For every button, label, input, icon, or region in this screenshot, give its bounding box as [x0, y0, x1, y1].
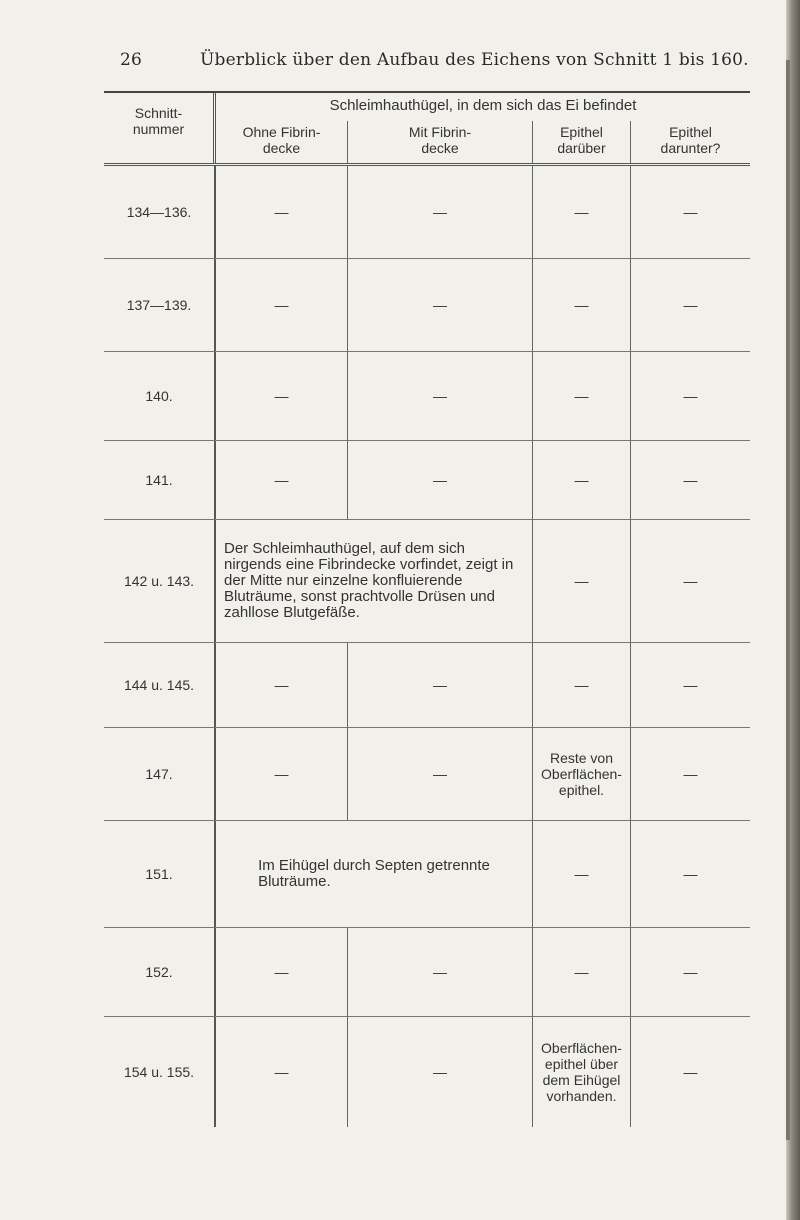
row-id: 137—139. [104, 259, 216, 351]
cell: — [348, 728, 533, 820]
table-row [104, 441, 750, 520]
table-row [104, 259, 750, 352]
cell: — [533, 928, 631, 1016]
cell-note: Oberflächen- epithel über dem Eihügel vorhanden. [533, 1017, 631, 1127]
cell: — [683, 677, 698, 693]
cell: — [348, 441, 533, 519]
cell: — [683, 472, 698, 488]
cell: — [683, 388, 698, 404]
table-row [104, 352, 750, 441]
table-row [104, 821, 750, 928]
row-id: 142 u. 143. [104, 520, 216, 642]
cell: — [683, 204, 698, 220]
cell: — [216, 928, 348, 1016]
cell: — [216, 259, 348, 351]
table-row [104, 643, 750, 728]
cell: — [683, 1064, 698, 1080]
header-cell-without-fibrin: Ohne Fibrin- decke [216, 121, 348, 163]
row-id: 141. [104, 441, 216, 519]
cell: — [348, 1017, 533, 1127]
table-header [104, 93, 750, 166]
row-id: 151. [104, 821, 216, 927]
header-cell-section-number: Schnitt- nummer [104, 93, 216, 163]
header-subcolumns [216, 121, 750, 163]
header-group-title: Schleimhauthügel, in dem sich das Ei befindet [329, 97, 637, 114]
table-row [104, 520, 750, 643]
header-cell-epithel-below: Epithel darunter? [660, 124, 721, 156]
cell: — [533, 166, 631, 258]
cell: — [683, 766, 698, 782]
row-id: 147. [104, 728, 216, 820]
running-title: Überblick über den Aufbau des Eichens von Schnitt 1 bis 160. [200, 50, 749, 70]
cell-spanning-note: Im Eihügel durch Septen getrennte Bluträume. [216, 821, 533, 927]
header-cell-epithel-above: Epithel darüber [533, 121, 631, 163]
cell: — [216, 166, 348, 258]
cell: — [348, 352, 533, 440]
page-edge-binding [786, 60, 790, 1140]
cell: — [683, 964, 698, 980]
header-cell-with-fibrin: Mit Fibrin- decke [348, 121, 533, 163]
cell: — [683, 866, 698, 882]
cell: — [533, 643, 631, 727]
table-row [104, 728, 750, 821]
table-row [104, 166, 750, 259]
row-id: 152. [104, 928, 216, 1016]
table-row [104, 1017, 750, 1127]
row-id: 144 u. 145. [104, 643, 216, 727]
row-id: 140. [104, 352, 216, 440]
running-header [120, 50, 749, 70]
cell: — [348, 643, 533, 727]
page-number: 26 [120, 50, 143, 70]
cell: — [216, 441, 348, 519]
cell: — [348, 166, 533, 258]
cell: — [216, 643, 348, 727]
page-edge-shadow [786, 0, 800, 1220]
overview-table [104, 91, 750, 1127]
header-group [216, 93, 750, 163]
cell-note: Reste von Oberflächen- epithel. [533, 728, 631, 820]
row-id: 154 u. 155. [104, 1017, 216, 1127]
cell: — [683, 297, 698, 313]
cell: — [348, 259, 533, 351]
cell: — [216, 728, 348, 820]
cell: — [533, 520, 631, 642]
cell: — [533, 821, 631, 927]
cell: — [683, 573, 698, 589]
cell: — [533, 259, 631, 351]
row-id: 134—136. [104, 166, 216, 258]
table-row [104, 928, 750, 1017]
cell: — [533, 352, 631, 440]
cell: — [216, 1017, 348, 1127]
cell-spanning-note: Der Schleimhauthügel, auf dem sich nirgends eine Fibrindecke vorfindet, zeigt in der Mitte nur einzelne konfluierende Bluträume, sonst prachtvolle Drüsen und zahllose Blutgefäße. [216, 520, 533, 642]
cell: — [348, 928, 533, 1016]
cell: — [533, 441, 631, 519]
cell: — [216, 352, 348, 440]
